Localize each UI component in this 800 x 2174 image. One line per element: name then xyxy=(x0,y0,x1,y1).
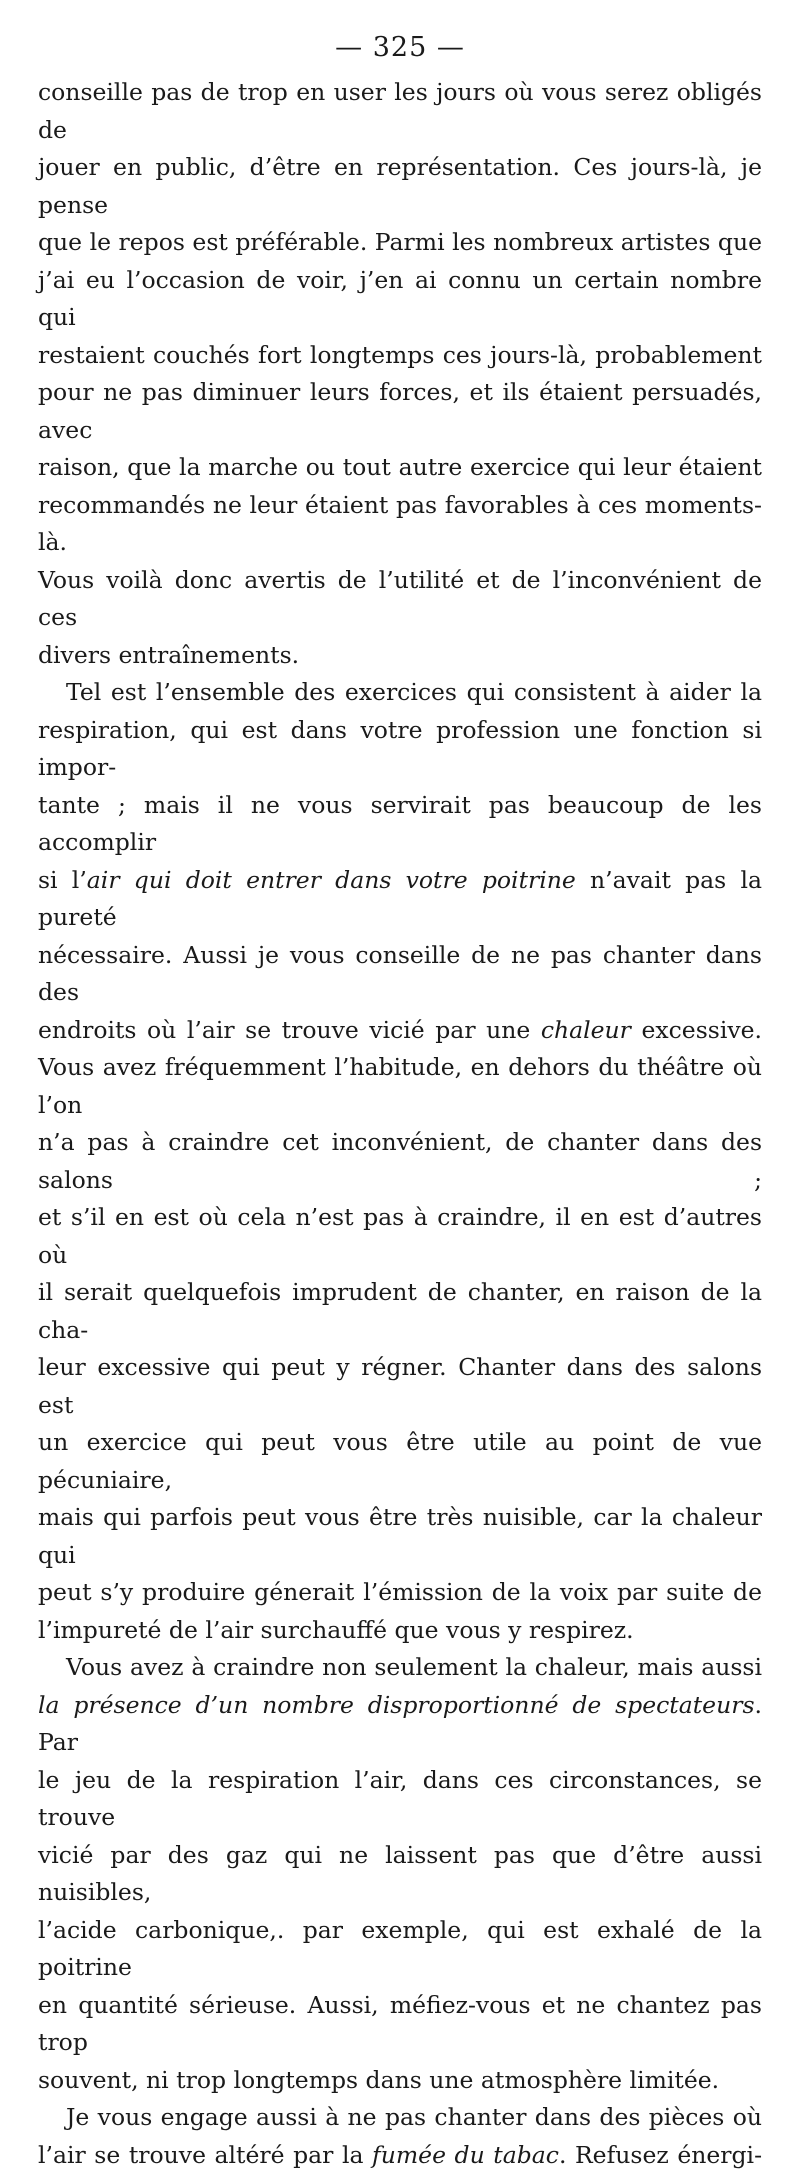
text-line xyxy=(38,1912,762,1987)
text-segment: un exercice qui peut vous être utile au point de vue pécuniaire, xyxy=(38,1428,762,1494)
text-segment: pour ne pas diminuer leurs forces, et ils étaient persuadés, avec xyxy=(38,378,762,444)
text-segment: l’acide carbonique,. par exemple, qui est exhalé de la poitrine xyxy=(38,1916,762,1982)
text-line xyxy=(38,787,762,862)
text-line xyxy=(38,149,762,224)
text-line xyxy=(38,487,762,562)
text-line xyxy=(38,1424,762,1499)
text-line xyxy=(38,2137,762,2174)
text-segment: recommandés ne leur étaient pas favorables à ces moments-là. xyxy=(38,491,762,557)
text-segment: et s’il en est où cela n’est pas à craindre, il en est d’autres où xyxy=(38,1203,762,1269)
text-segment: endroits où l’air se trouve vicié par une xyxy=(38,1016,541,1044)
paragraph xyxy=(38,674,762,1649)
text-segment: que le repos est préférable. Parmi les nombreux artistes que xyxy=(38,228,762,256)
text-line xyxy=(38,1012,762,1050)
text-line xyxy=(38,224,762,262)
text-segment: jouer en public, d’être en représentation. Ces jours-là, je pense xyxy=(38,153,762,219)
text-line xyxy=(38,937,762,1012)
text-segment: . Par xyxy=(38,1691,762,1757)
text-line xyxy=(38,1349,762,1424)
text-segment: n’a pas à craindre cet inconvénient, de chanter dans des salons ; xyxy=(38,1128,762,1194)
text-line xyxy=(38,1837,762,1912)
text-segment: l’impureté de l’air surchauffé que vous y respirez. xyxy=(38,1616,634,1644)
text-line xyxy=(38,712,762,787)
text-line xyxy=(38,74,762,149)
text-segment: le jeu de la respiration l’air, dans ces circonstances, se trouve xyxy=(38,1766,762,1832)
text-line xyxy=(38,1649,762,1687)
text-segment: tante ; mais il ne vous servirait pas beaucoup de les accomplir xyxy=(38,791,762,857)
text-line xyxy=(38,1274,762,1349)
body-text xyxy=(38,74,762,2174)
text-line xyxy=(38,2099,762,2137)
text-segment: l’air se trouve altéré par la xyxy=(38,2141,372,2169)
italic-text: fumée du tabac xyxy=(372,2141,559,2169)
text-segment: vicié par des gaz qui ne laissent pas que d’être aussi nuisibles, xyxy=(38,1841,762,1907)
text-line xyxy=(38,374,762,449)
text-line xyxy=(38,262,762,337)
paragraph xyxy=(38,74,762,674)
text-segment: mais qui parfois peut vous être très nuisible, car la chaleur qui xyxy=(38,1503,762,1569)
text-segment: n’avait pas la pureté xyxy=(38,866,762,932)
italic-text: la présence d’un nombre disproportionné de spectateurs xyxy=(38,1691,755,1719)
text-segment: peut s’y produire génerait l’émission de la voix par suite de xyxy=(38,1578,762,1606)
text-segment: nécessaire. Aussi je vous conseille de ne pas chanter dans des xyxy=(38,941,762,1007)
text-line xyxy=(38,1612,762,1650)
text-line xyxy=(38,1687,762,1762)
text-segment: si l’ xyxy=(38,866,87,894)
paragraph xyxy=(38,2099,762,2174)
document-page xyxy=(38,28,762,2174)
text-line xyxy=(38,1574,762,1612)
page-number: — 325 — xyxy=(38,28,762,68)
paragraph xyxy=(38,1649,762,2099)
text-line xyxy=(38,862,762,937)
text-segment: restaient couchés fort longtemps ces jours-là, probablement xyxy=(38,341,762,369)
text-segment: il serait quelquefois imprudent de chanter, en raison de la cha- xyxy=(38,1278,762,1344)
text-segment: divers entraînements. xyxy=(38,641,299,669)
text-segment: en quantité sérieuse. Aussi, méfiez-vous et ne chantez pas trop xyxy=(38,1991,762,2057)
text-segment: Vous avez à craindre non seulement la chaleur, mais aussi xyxy=(66,1653,762,1681)
text-line xyxy=(38,637,762,675)
text-segment: raison, que la marche ou tout autre exercice qui leur étaient xyxy=(38,453,762,481)
text-segment: Tel est l’ensemble des exercices qui consistent à aider la xyxy=(66,678,762,706)
text-line xyxy=(38,2062,762,2100)
text-line xyxy=(38,449,762,487)
text-segment: j’ai eu l’occasion de voir, j’en ai connu un certain nombre qui xyxy=(38,266,762,332)
text-segment: conseille pas de trop en user les jours où vous serez obligés de xyxy=(38,78,762,144)
text-line xyxy=(38,1762,762,1837)
text-segment: Vous voilà donc avertis de l’utilité et de l’inconvénient de ces xyxy=(38,566,762,632)
italic-text: chaleur xyxy=(541,1016,631,1044)
italic-text: air qui doit entrer dans votre poitrine xyxy=(87,866,576,894)
text-line xyxy=(38,1499,762,1574)
text-line xyxy=(38,562,762,637)
text-line xyxy=(38,1987,762,2062)
text-line xyxy=(38,337,762,375)
text-line xyxy=(38,1199,762,1274)
text-segment: excessive. xyxy=(631,1016,762,1044)
text-segment: respiration, qui est dans votre profession une fonction si impor- xyxy=(38,716,762,782)
text-line xyxy=(38,1124,762,1199)
text-segment: . Refusez énergi- xyxy=(559,2141,762,2169)
text-segment: souvent, ni trop longtemps dans une atmosphère limitée. xyxy=(38,2066,719,2094)
text-line xyxy=(38,1049,762,1124)
text-segment: Vous avez fréquemment l’habitude, en dehors du théâtre où l’on xyxy=(38,1053,762,1119)
text-segment: leur excessive qui peut y régner. Chanter dans des salons est xyxy=(38,1353,762,1419)
text-segment: Je vous engage aussi à ne pas chanter dans des pièces où xyxy=(66,2103,762,2131)
text-line xyxy=(38,674,762,712)
